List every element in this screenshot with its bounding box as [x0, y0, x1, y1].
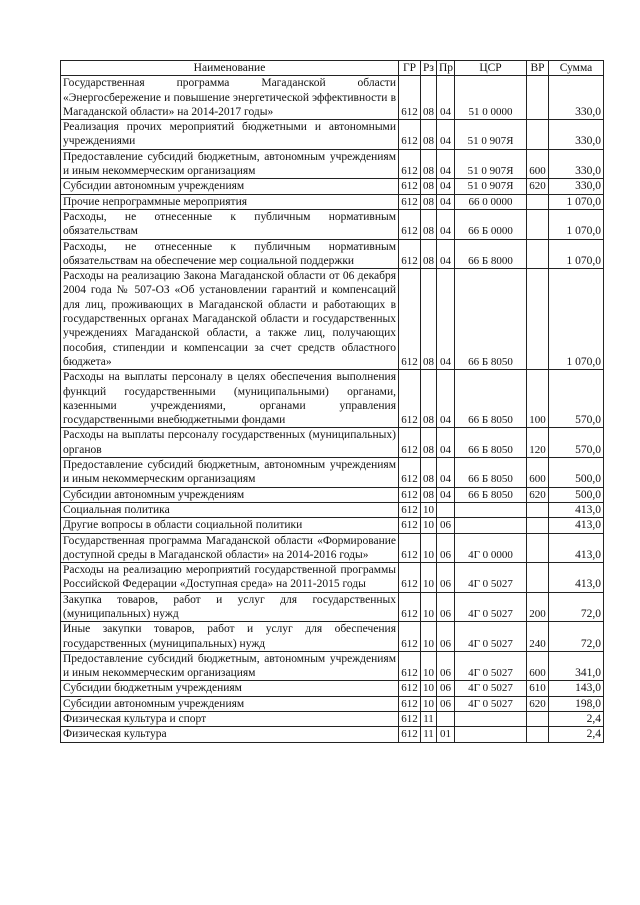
table-row: [61, 428, 604, 458]
cell-sum: 341,0: [549, 651, 604, 681]
cell-pr: 04: [437, 269, 455, 370]
table-row: [61, 76, 604, 120]
cell-sum: 330,0: [549, 149, 604, 179]
table-row: [61, 149, 604, 179]
cell-gr: 612: [399, 651, 421, 681]
cell-rz: 10: [421, 681, 437, 696]
cell-pr: 04: [437, 76, 455, 120]
cell-name: Расходы, не отнесенные к публичным нормативным обязательствам на обеспечение мер социальной поддержки: [61, 239, 399, 269]
cell-vr: 620: [527, 696, 549, 711]
cell-name: Субсидии бюджетным учреждениям: [61, 681, 399, 696]
cell-vr: [527, 563, 549, 593]
table-row: [61, 120, 604, 150]
cell-sum: 413,0: [549, 533, 604, 563]
cell-sum: 500,0: [549, 458, 604, 488]
cell-csr: 51 0 0000: [455, 76, 527, 120]
header-csr: ЦСР: [455, 61, 527, 76]
cell-name: Субсидии автономным учреждениям: [61, 179, 399, 194]
cell-csr: 51 0 907Я: [455, 179, 527, 194]
cell-pr: 06: [437, 681, 455, 696]
cell-pr: 06: [437, 592, 455, 622]
cell-rz: 08: [421, 239, 437, 269]
cell-csr: 66 0 0000: [455, 194, 527, 209]
cell-pr: 04: [437, 179, 455, 194]
cell-sum: 72,0: [549, 592, 604, 622]
cell-gr: 612: [399, 727, 421, 742]
cell-vr: [527, 518, 549, 533]
table-row: [61, 727, 604, 742]
cell-gr: 612: [399, 458, 421, 488]
cell-sum: 570,0: [549, 370, 604, 428]
cell-gr: 612: [399, 696, 421, 711]
cell-csr: 66 Б 0000: [455, 209, 527, 239]
cell-gr: 612: [399, 149, 421, 179]
cell-name: Субсидии автономным учреждениям: [61, 696, 399, 711]
table-row: [61, 194, 604, 209]
cell-pr: 04: [437, 458, 455, 488]
cell-rz: 08: [421, 179, 437, 194]
cell-sum: 413,0: [549, 518, 604, 533]
document-page: [60, 60, 603, 743]
cell-sum: 413,0: [549, 502, 604, 517]
header-pr: Пр: [437, 61, 455, 76]
header-gr: ГР: [399, 61, 421, 76]
cell-vr: 600: [527, 149, 549, 179]
cell-sum: 72,0: [549, 622, 604, 652]
table-row: [61, 179, 604, 194]
table-row: [61, 622, 604, 652]
cell-vr: [527, 194, 549, 209]
cell-vr: 100: [527, 370, 549, 428]
header-rz: Рз: [421, 61, 437, 76]
cell-name: Расходы, не отнесенные к публичным нормативным обязательствам: [61, 209, 399, 239]
cell-pr: 06: [437, 622, 455, 652]
cell-name: Предоставление субсидий бюджетным, автономным учреждениям и иным некоммерческим организациям: [61, 651, 399, 681]
cell-vr: 600: [527, 651, 549, 681]
cell-name: Субсидии автономным учреждениям: [61, 487, 399, 502]
cell-gr: 612: [399, 239, 421, 269]
cell-gr: 612: [399, 428, 421, 458]
cell-rz: 11: [421, 712, 437, 727]
cell-vr: [527, 209, 549, 239]
cell-name: Расходы на выплаты персоналу в целях обеспечения выполнения функций государственными (муниципальными) органами, казенными учреждениями, органами управления государственными внебюджетными фондами: [61, 370, 399, 428]
cell-name: Расходы на реализацию Закона Магаданской области от 06 декабря 2004 года № 507-ОЗ «Об установлении гарантий и компенсаций для лиц, проживающих в Магаданской области и работающих в государственных органах Магаданской области и государственных учреждениях Магаданской области, а также лиц, получающих пособия, стипендии и компенсации за счет средств областного бюджета»: [61, 269, 399, 370]
cell-gr: 612: [399, 194, 421, 209]
table-body: [61, 76, 604, 742]
cell-csr: 66 Б 8050: [455, 458, 527, 488]
table-row: [61, 458, 604, 488]
cell-vr: 610: [527, 681, 549, 696]
cell-sum: 198,0: [549, 696, 604, 711]
cell-rz: 08: [421, 487, 437, 502]
cell-sum: 413,0: [549, 563, 604, 593]
cell-name: Расходы на реализацию мероприятий государственной программы Российской Федерации «Доступная среда» на 2011-2015 годы: [61, 563, 399, 593]
cell-csr: 4Г 0 5027: [455, 592, 527, 622]
cell-csr: 66 Б 8000: [455, 239, 527, 269]
cell-csr: 4Г 0 5027: [455, 622, 527, 652]
cell-csr: 66 Б 8050: [455, 428, 527, 458]
cell-rz: 08: [421, 209, 437, 239]
cell-name: Другие вопросы в области социальной политики: [61, 518, 399, 533]
cell-rz: 11: [421, 727, 437, 742]
cell-sum: 330,0: [549, 120, 604, 150]
cell-gr: 612: [399, 487, 421, 502]
table-row: [61, 239, 604, 269]
cell-rz: 10: [421, 592, 437, 622]
table-row: [61, 651, 604, 681]
cell-gr: 612: [399, 563, 421, 593]
cell-pr: 04: [437, 209, 455, 239]
cell-rz: 08: [421, 149, 437, 179]
cell-csr: 66 Б 8050: [455, 370, 527, 428]
cell-name: Физическая культура и спорт: [61, 712, 399, 727]
cell-sum: 1 070,0: [549, 209, 604, 239]
cell-name: Прочие непрограммные мероприятия: [61, 194, 399, 209]
cell-gr: 612: [399, 712, 421, 727]
cell-csr: 66 Б 8050: [455, 487, 527, 502]
cell-pr: 01: [437, 727, 455, 742]
cell-pr: 06: [437, 651, 455, 681]
cell-vr: 620: [527, 487, 549, 502]
cell-gr: 612: [399, 681, 421, 696]
header-vr: ВР: [527, 61, 549, 76]
cell-vr: 120: [527, 428, 549, 458]
cell-pr: 06: [437, 533, 455, 563]
table-row: [61, 563, 604, 593]
cell-sum: 143,0: [549, 681, 604, 696]
table-row: [61, 502, 604, 517]
cell-csr: [455, 518, 527, 533]
cell-name: Иные закупки товаров, работ и услуг для обеспечения государственных (муниципальных) нужд: [61, 622, 399, 652]
cell-rz: 10: [421, 696, 437, 711]
cell-csr: 51 0 907Я: [455, 149, 527, 179]
table-row: [61, 696, 604, 711]
cell-gr: 612: [399, 533, 421, 563]
cell-pr: 06: [437, 518, 455, 533]
cell-gr: 612: [399, 76, 421, 120]
cell-name: Физическая культура: [61, 727, 399, 742]
cell-rz: 10: [421, 622, 437, 652]
cell-gr: 612: [399, 179, 421, 194]
cell-rz: 10: [421, 533, 437, 563]
cell-rz: 08: [421, 458, 437, 488]
cell-sum: 570,0: [549, 428, 604, 458]
cell-pr: 04: [437, 370, 455, 428]
cell-name: Предоставление субсидий бюджетным, автономным учреждениям и иным некоммерческим организациям: [61, 149, 399, 179]
cell-rz: 10: [421, 651, 437, 681]
cell-pr: 04: [437, 487, 455, 502]
cell-gr: 612: [399, 120, 421, 150]
cell-pr: 04: [437, 149, 455, 179]
cell-csr: 4Г 0 0000: [455, 533, 527, 563]
cell-pr: [437, 712, 455, 727]
cell-name: Социальная политика: [61, 502, 399, 517]
cell-vr: [527, 120, 549, 150]
cell-rz: 08: [421, 76, 437, 120]
cell-pr: 04: [437, 120, 455, 150]
cell-rz: 08: [421, 428, 437, 458]
cell-sum: 500,0: [549, 487, 604, 502]
cell-vr: 200: [527, 592, 549, 622]
cell-pr: 06: [437, 563, 455, 593]
cell-vr: 240: [527, 622, 549, 652]
cell-csr: 4Г 0 5027: [455, 651, 527, 681]
cell-vr: [527, 239, 549, 269]
table-row: [61, 592, 604, 622]
cell-vr: [527, 502, 549, 517]
cell-pr: 04: [437, 239, 455, 269]
cell-rz: 10: [421, 502, 437, 517]
cell-rz: 10: [421, 563, 437, 593]
cell-vr: [527, 269, 549, 370]
table-row: [61, 681, 604, 696]
cell-sum: 2,4: [549, 727, 604, 742]
cell-pr: 06: [437, 696, 455, 711]
table-row: [61, 518, 604, 533]
budget-table: [60, 60, 604, 743]
cell-sum: 330,0: [549, 76, 604, 120]
table-row: [61, 533, 604, 563]
cell-gr: 612: [399, 518, 421, 533]
cell-csr: 4Г 0 5027: [455, 696, 527, 711]
cell-name: Предоставление субсидий бюджетным, автономным учреждениям и иным некоммерческим организациям: [61, 458, 399, 488]
cell-gr: 612: [399, 370, 421, 428]
table-row: [61, 487, 604, 502]
cell-gr: 612: [399, 502, 421, 517]
cell-csr: 51 0 907Я: [455, 120, 527, 150]
cell-name: Реализация прочих мероприятий бюджетными и автономными учреждениями: [61, 120, 399, 150]
cell-rz: 08: [421, 269, 437, 370]
cell-csr: [455, 712, 527, 727]
cell-gr: 612: [399, 269, 421, 370]
cell-sum: 330,0: [549, 179, 604, 194]
cell-csr: 4Г 0 5027: [455, 681, 527, 696]
cell-name: Расходы на выплаты персоналу государственных (муниципальных) органов: [61, 428, 399, 458]
cell-csr: 66 Б 8050: [455, 269, 527, 370]
cell-rz: 08: [421, 370, 437, 428]
header-row: [61, 61, 604, 76]
cell-vr: [527, 76, 549, 120]
cell-vr: [527, 727, 549, 742]
table-row: [61, 269, 604, 370]
cell-name: Государственная программа Магаданской области «Формирование доступной среды в Магаданской области» на 2014-2016 годы»: [61, 533, 399, 563]
cell-vr: 620: [527, 179, 549, 194]
cell-sum: 1 070,0: [549, 194, 604, 209]
cell-gr: 612: [399, 622, 421, 652]
cell-pr: [437, 502, 455, 517]
cell-rz: 10: [421, 518, 437, 533]
cell-vr: [527, 712, 549, 727]
cell-sum: 1 070,0: [549, 239, 604, 269]
cell-name: Государственная программа Магаданской области «Энергосбережение и повышение энергетической эффективности в Магаданской области» на 2014-2017 годы»: [61, 76, 399, 120]
cell-vr: 600: [527, 458, 549, 488]
table-row: [61, 712, 604, 727]
cell-csr: [455, 502, 527, 517]
cell-csr: [455, 727, 527, 742]
cell-name: Закупка товаров, работ и услуг для государственных (муниципальных) нужд: [61, 592, 399, 622]
cell-gr: 612: [399, 592, 421, 622]
cell-gr: 612: [399, 209, 421, 239]
cell-rz: 08: [421, 194, 437, 209]
table-row: [61, 209, 604, 239]
header-sum: Сумма: [549, 61, 604, 76]
table-row: [61, 370, 604, 428]
cell-sum: 1 070,0: [549, 269, 604, 370]
cell-pr: 04: [437, 428, 455, 458]
header-name: Наименование: [61, 61, 399, 76]
cell-vr: [527, 533, 549, 563]
cell-pr: 04: [437, 194, 455, 209]
cell-sum: 2,4: [549, 712, 604, 727]
cell-rz: 08: [421, 120, 437, 150]
cell-csr: 4Г 0 5027: [455, 563, 527, 593]
